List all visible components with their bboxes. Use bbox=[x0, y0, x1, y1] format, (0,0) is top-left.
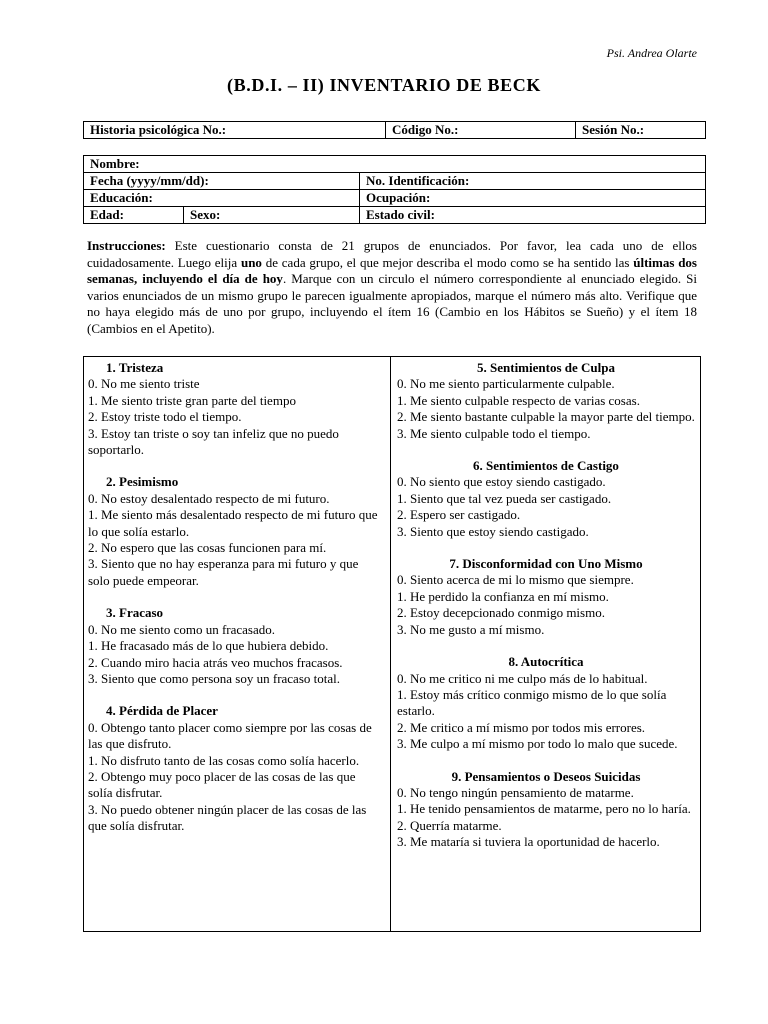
item-group-fracaso bbox=[88, 605, 383, 687]
nombre-field[interactable]: Nombre: bbox=[84, 156, 706, 173]
edad-field[interactable]: Edad: bbox=[84, 207, 184, 224]
record-table bbox=[83, 121, 706, 139]
item-group-pesimismo bbox=[88, 474, 383, 589]
option[interactable]: 3. Siento que estoy siendo castigado. bbox=[397, 523, 589, 539]
option[interactable]: 2. Me critico a mí mismo por todos mis errores. bbox=[397, 719, 646, 735]
option[interactable]: 1. Me siento más desalentado respecto de mi futuro que lo que solía estarlo. bbox=[88, 507, 378, 539]
option[interactable]: 3. Me siento culpable todo el tiempo. bbox=[397, 425, 591, 441]
patient-table bbox=[83, 155, 706, 224]
option[interactable]: 0. No estoy desalentado respecto de mi futuro. bbox=[88, 490, 330, 506]
option[interactable]: 0. No me siento particularmente culpable. bbox=[397, 376, 615, 392]
item-group-autocritica bbox=[397, 654, 695, 752]
author-line: Psi. Andrea Olarte bbox=[606, 46, 697, 60]
identificacion-field[interactable]: No. Identificación: bbox=[360, 173, 706, 190]
items-column-left bbox=[88, 360, 383, 851]
option[interactable]: 2. Cuando miro hacia atrás veo muchos fracasos. bbox=[88, 654, 343, 670]
option[interactable]: 1. He perdido la confianza en mí mismo. bbox=[397, 588, 609, 604]
option[interactable]: 1. He tenido pensamientos de matarme, pero no lo haría. bbox=[397, 801, 691, 817]
option[interactable]: 3. Estoy tan triste o soy tan infeliz que no puedo soportarlo. bbox=[88, 425, 339, 458]
group-title: 3. Fracaso bbox=[106, 605, 164, 621]
items-box bbox=[83, 356, 701, 932]
option[interactable]: 2. No espero que las cosas funcionen para mí. bbox=[88, 540, 327, 556]
codigo-field[interactable]: Código No.: bbox=[386, 122, 576, 139]
option[interactable]: 0. Siento acerca de mi lo mismo que siempre. bbox=[397, 572, 634, 588]
option[interactable]: 0. No me siento como un fracasado. bbox=[88, 621, 276, 637]
option[interactable]: 1. Me siento culpable respecto de varias cosas. bbox=[397, 392, 640, 408]
option[interactable]: 2. Querría matarme. bbox=[397, 817, 502, 833]
option[interactable]: 1. No disfruto tanto de las cosas como solía hacerlo. bbox=[88, 752, 360, 768]
item-group-suicidas bbox=[397, 769, 695, 851]
sesion-field[interactable]: Sesión No.: bbox=[576, 122, 706, 139]
option[interactable]: 2. Obtengo muy poco placer de las cosas de las que solía disfrutar. bbox=[88, 768, 356, 801]
group-title: 6. Sentimientos de Castigo bbox=[473, 458, 619, 474]
option[interactable]: 3. No puedo obtener ningún placer de las cosas de las que solía disfrutar. bbox=[88, 801, 367, 834]
option[interactable]: 3. Siento que no hay esperanza para mi futuro y que solo puede empeorar. bbox=[88, 556, 359, 588]
option[interactable]: 1. Me siento triste gran parte del tiempo bbox=[88, 392, 296, 408]
historia-field[interactable]: Historia psicológica No.: bbox=[84, 122, 386, 139]
item-group-perdida-de-placer bbox=[88, 703, 383, 834]
item-group-culpa bbox=[397, 360, 695, 442]
option[interactable]: 1. Estoy más crítico conmigo mismo de lo que solía estarlo. bbox=[397, 686, 667, 719]
instructions-weeks: últimas dos semanas, incluyendo el día de hoy bbox=[87, 254, 697, 287]
group-title: 2. Pesimismo bbox=[106, 474, 179, 490]
option[interactable]: 1. Siento que tal vez pueda ser castigado. bbox=[397, 490, 612, 506]
group-title: 7. Disconformidad con Uno Mismo bbox=[449, 556, 643, 572]
option[interactable]: 3. Siento que como persona soy un fracaso total. bbox=[88, 670, 340, 686]
option[interactable]: 2. Me siento bastante culpable la mayor parte del tiempo. bbox=[397, 409, 695, 425]
instructions-text-2: de cada grupo, el que mejor describa el modo como se ha sentido las bbox=[261, 254, 634, 270]
option[interactable]: 1. He fracasado más de lo que hubiera debido. bbox=[88, 638, 329, 654]
sexo-field[interactable]: Sexo: bbox=[184, 207, 360, 224]
fecha-field[interactable]: Fecha (yyyy/mm/dd): bbox=[84, 173, 360, 190]
option[interactable]: 0. No me siento triste bbox=[88, 376, 200, 392]
option[interactable]: 2. Estoy triste todo el tiempo. bbox=[88, 409, 242, 425]
group-title: 5. Sentimientos de Culpa bbox=[477, 360, 615, 375]
estado-civil-field[interactable]: Estado civil: bbox=[360, 207, 706, 224]
group-title: 1. Tristeza bbox=[106, 360, 164, 375]
educacion-field[interactable]: Educación: bbox=[84, 190, 360, 207]
instructions-text-1: Este cuestionario consta de 21 grupos de enunciados. Por favor, lea cada uno de ellos cuidadosamente. Luego elija bbox=[87, 238, 697, 270]
items-column-right bbox=[397, 360, 695, 867]
option[interactable]: 0. No me critico ni me culpo más de lo habitual. bbox=[397, 670, 648, 686]
instructions-uno: uno bbox=[240, 254, 262, 270]
option[interactable]: 3. Me mataría si tuviera la oportunidad de hacerlo. bbox=[397, 834, 660, 850]
column-divider bbox=[390, 357, 391, 931]
group-title: 4. Pérdida de Placer bbox=[106, 703, 218, 719]
item-group-disconformidad bbox=[397, 556, 695, 638]
option[interactable]: 3. Me culpo a mí mismo por todo lo malo que sucede. bbox=[397, 736, 678, 752]
page-title: (B.D.I. – II) INVENTARIO DE BECK bbox=[227, 75, 541, 95]
instructions-label: Instrucciones: bbox=[87, 238, 166, 253]
option[interactable]: 0. No siento que estoy siendo castigado. bbox=[397, 474, 606, 490]
instructions-paragraph bbox=[87, 238, 697, 338]
item-group-castigo bbox=[397, 458, 695, 540]
group-title: 9. Pensamientos o Deseos Suicidas bbox=[451, 768, 641, 784]
instructions-text-3: . Marque con un circulo el número correspondiente al enunciado elegido. Si varios enunciados de un mismo grupo le parecen igualmente apropiados, marque el número más alto. Verifique que no haya elegido más de uno por grupo, incluyendo el ítem 16 (Cambio en los Hábitos se Sueño) y el ítem 18 (Cambios en el Apetito). bbox=[87, 271, 697, 336]
option[interactable]: 2. Estoy decepcionado conmigo mismo. bbox=[397, 605, 605, 621]
group-title: 8. Autocrítica bbox=[508, 654, 584, 670]
option[interactable]: 3. No me gusto a mí mismo. bbox=[397, 621, 545, 637]
item-group-tristeza bbox=[88, 360, 383, 458]
option[interactable]: 0. No tengo ningún pensamiento de matarme. bbox=[397, 784, 634, 800]
option[interactable]: 2. Espero ser castigado. bbox=[397, 507, 521, 523]
ocupacion-field[interactable]: Ocupación: bbox=[360, 190, 706, 207]
option[interactable]: 0. Obtengo tanto placer como siempre por las cosas de las que disfruto. bbox=[88, 719, 372, 752]
